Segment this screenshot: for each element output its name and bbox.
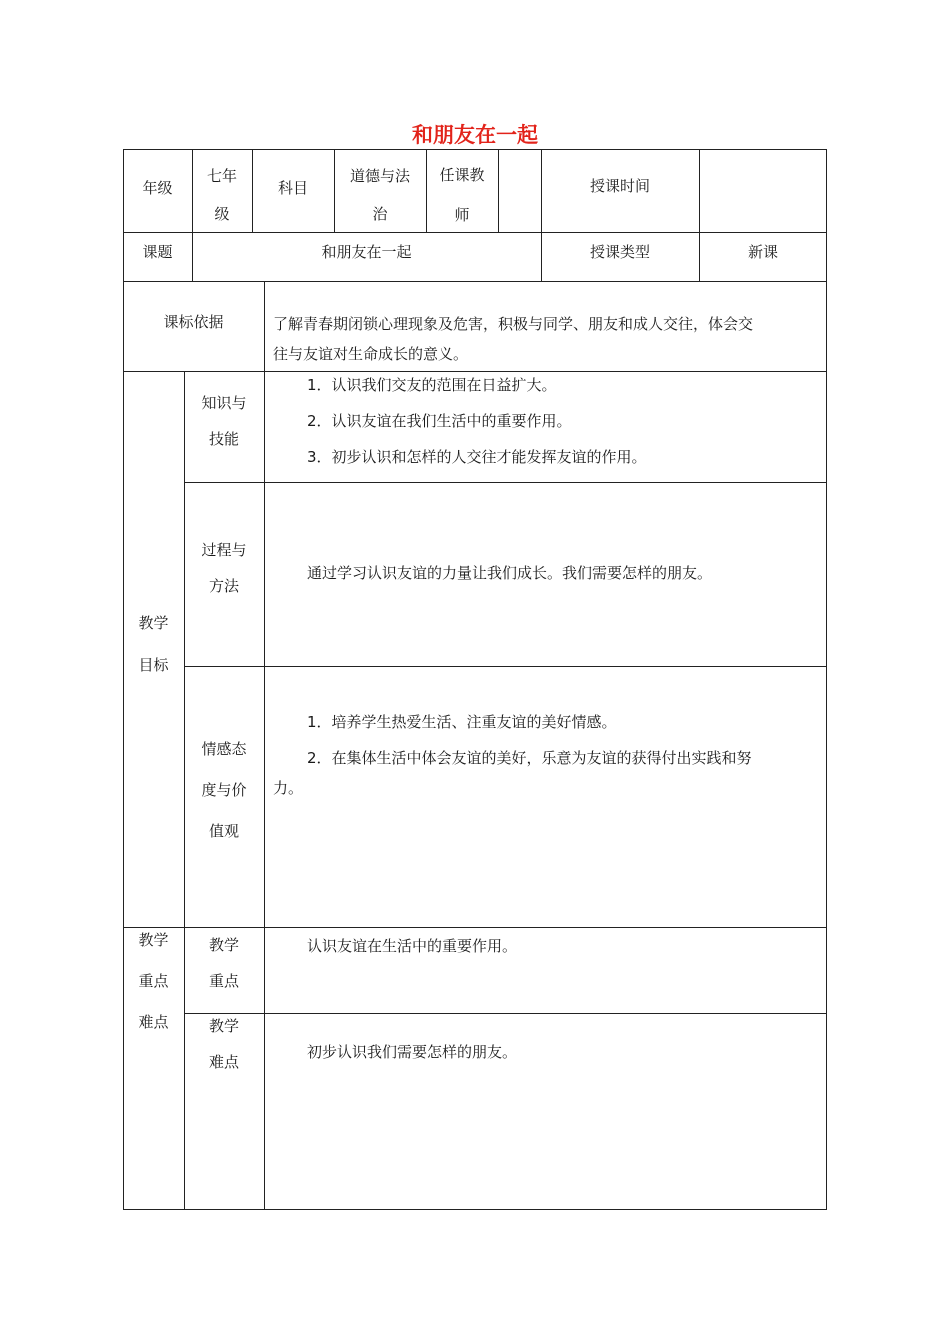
list-item: 2．认识友谊在我们生活中的重要作用。 bbox=[307, 412, 572, 430]
grade-value bbox=[192, 157, 252, 233]
lesson-type-label: 授课类型 bbox=[589, 243, 650, 261]
knowledge-label bbox=[184, 385, 264, 457]
objectives-label-line1: 教学 bbox=[138, 614, 169, 632]
process-label-line2: 方法 bbox=[208, 577, 239, 595]
column-divider bbox=[264, 281, 265, 371]
list-item: 3．初步认识和怎样的人交往才能发挥友谊的作用。 bbox=[307, 448, 647, 466]
grade-value-line2: 级 bbox=[214, 205, 230, 223]
focus-text: 认识友谊在生活中的重要作用。 bbox=[307, 937, 518, 955]
row-divider bbox=[184, 666, 827, 667]
objectives-label bbox=[123, 602, 184, 686]
difficulty-label-line1: 教学 bbox=[208, 1017, 239, 1035]
column-divider bbox=[498, 149, 499, 232]
teacher-label-line1: 任课教 bbox=[439, 166, 485, 184]
objectives-label-line2: 目标 bbox=[138, 656, 169, 674]
subject-value-line1: 道德与法 bbox=[349, 167, 410, 185]
standard-text-line1: 了解青春期闭锁心理现象及危害，积极与同学、朋友和成人交往，体会交 bbox=[273, 315, 754, 333]
difficulty-label-line2: 难点 bbox=[208, 1053, 239, 1071]
list-item: 1．培养学生热爱生活、注重友谊的美好情感。 bbox=[307, 713, 617, 731]
focus-label-line1: 教学 bbox=[208, 936, 239, 954]
grade-value-line1: 七年 bbox=[206, 167, 237, 185]
teacher-label-line2: 师 bbox=[454, 206, 470, 224]
knowledge-label-line2: 技能 bbox=[208, 430, 239, 448]
process-label-line1: 过程与 bbox=[201, 541, 247, 559]
standard-label: 课标依据 bbox=[163, 313, 224, 331]
grade-label: 年级 bbox=[142, 179, 173, 197]
emotion-label bbox=[184, 729, 264, 852]
topic-label: 课题 bbox=[142, 243, 173, 261]
focus-label bbox=[184, 927, 264, 999]
difficulty-text: 初步认识我们需要怎样的朋友。 bbox=[307, 1043, 518, 1061]
process-label bbox=[184, 532, 264, 604]
column-divider bbox=[264, 371, 265, 1210]
row-divider bbox=[184, 1013, 827, 1014]
emotion-list bbox=[273, 704, 823, 806]
subject-value bbox=[334, 157, 426, 233]
standard-text bbox=[273, 306, 823, 372]
list-item: 2．在集体生活中体会友谊的美好，乐意为友谊的获得付出实践和努 bbox=[307, 749, 752, 767]
row-divider bbox=[123, 281, 827, 282]
time-label: 授课时间 bbox=[589, 177, 650, 195]
key-points-label-line2: 重点 bbox=[138, 972, 169, 990]
list-item-continuation: 力。 bbox=[273, 779, 304, 797]
standard-text-line2: 往与友谊对生命成长的意义。 bbox=[273, 345, 469, 363]
key-points-label bbox=[123, 920, 184, 1043]
difficulty-label bbox=[184, 1008, 264, 1080]
subject-label: 科目 bbox=[277, 179, 308, 197]
list-item: 1．认识我们交友的范围在日益扩大。 bbox=[307, 376, 557, 394]
row-divider bbox=[184, 482, 827, 483]
key-points-label-line3: 难点 bbox=[138, 1013, 169, 1031]
emotion-label-line1: 情感态 bbox=[201, 740, 247, 758]
document-title: 和朋友在一起 bbox=[412, 123, 538, 147]
topic-value: 和朋友在一起 bbox=[321, 243, 412, 261]
column-divider bbox=[699, 149, 700, 232]
emotion-label-line3: 值观 bbox=[208, 822, 239, 840]
knowledge-list bbox=[307, 367, 822, 475]
emotion-label-line2: 度与价 bbox=[201, 781, 247, 799]
knowledge-label-line1: 知识与 bbox=[201, 394, 247, 412]
teacher-label bbox=[426, 155, 498, 235]
process-text: 通过学习认识友谊的力量让我们成长。我们需要怎样的朋友。 bbox=[307, 564, 713, 582]
key-points-label-line1: 教学 bbox=[138, 931, 169, 949]
focus-label-line2: 重点 bbox=[208, 972, 239, 990]
subject-value-line2: 治 bbox=[372, 205, 388, 223]
lesson-type-value: 新课 bbox=[747, 243, 778, 261]
